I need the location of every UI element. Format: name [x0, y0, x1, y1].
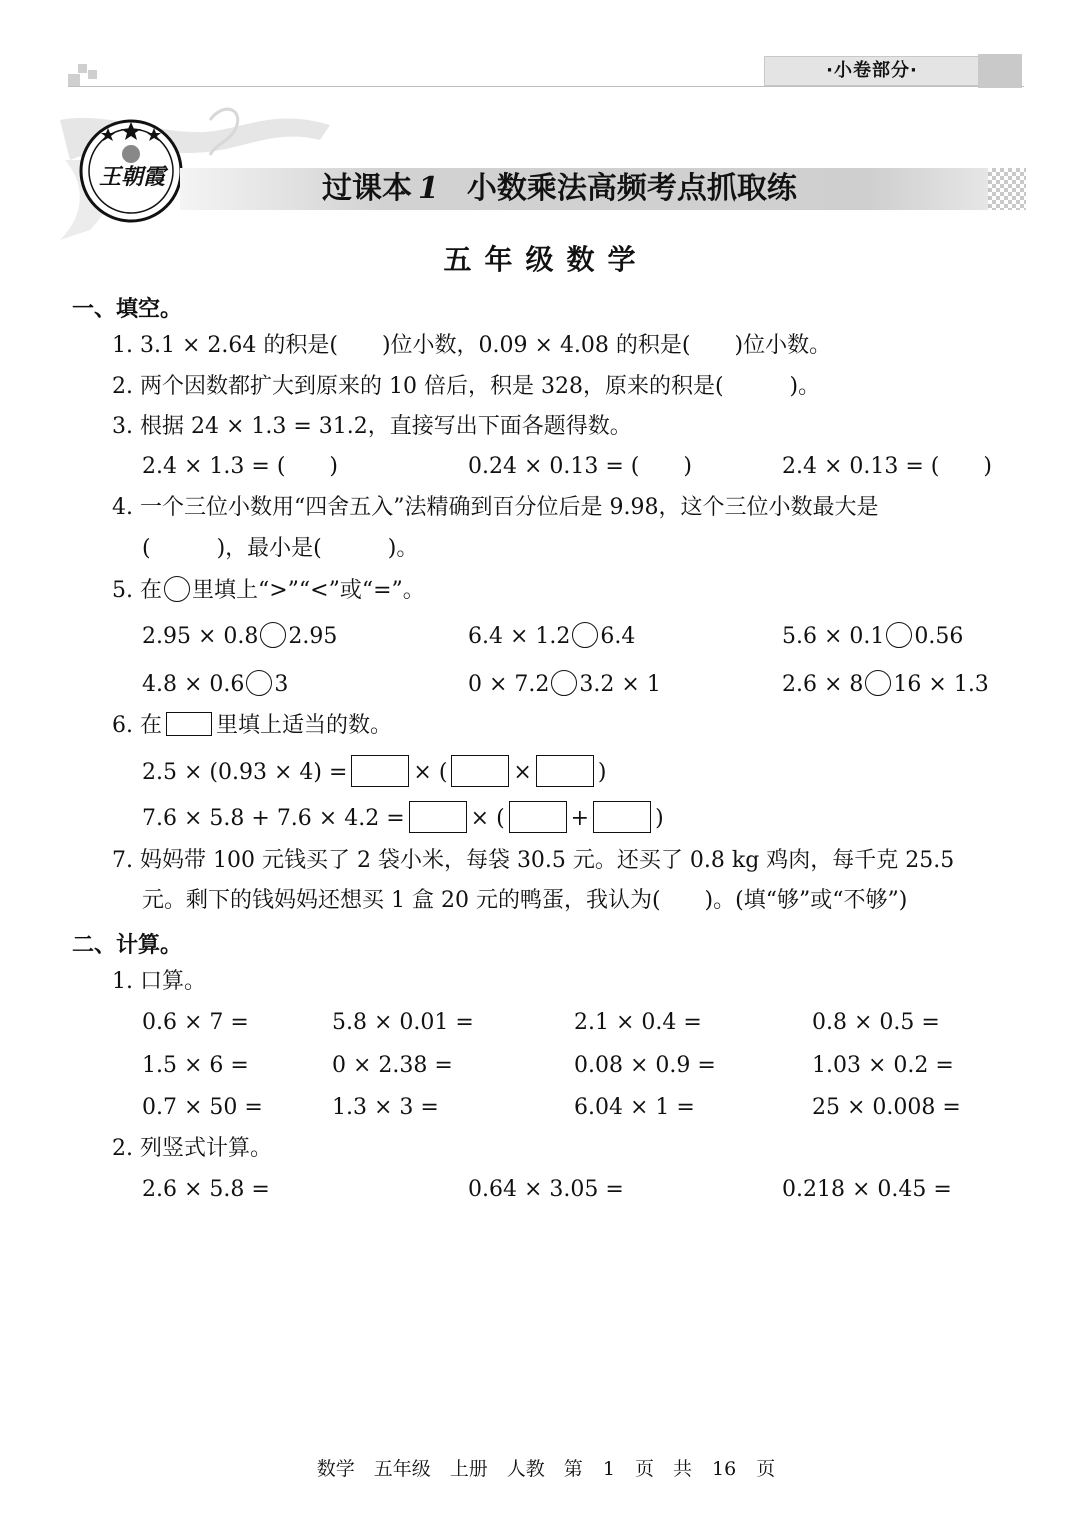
oral-item: 0 × 2.38 =	[332, 1053, 453, 1078]
corner-decoration	[88, 70, 97, 79]
vertical-item: 0.218 × 0.45 =	[782, 1177, 952, 1202]
q5-post: 里填上“>”“<”或“=”。	[191, 578, 425, 603]
q6-equation-1	[142, 755, 606, 788]
logo-text: 王朝霞	[98, 164, 165, 190]
oral-item: 1.3 × 3 =	[332, 1095, 439, 1120]
q3-item: 0.24 × 0.13 = ( )	[468, 454, 692, 479]
compare-circle[interactable]	[572, 622, 598, 648]
compare-item	[468, 622, 635, 652]
oral-item: 1.03 × 0.2 =	[812, 1053, 954, 1078]
compare-item	[782, 622, 963, 652]
compare-item	[468, 670, 661, 700]
compare-left: 0 × 7.2	[468, 672, 550, 697]
title-prefix: 过课本	[322, 171, 412, 206]
question-1: 1. 3.1 × 2.64 的积是( )位小数，0.09 × 4.08 的积是( )位小数。	[112, 333, 832, 358]
q6-equation-2	[142, 801, 664, 834]
compare-circle[interactable]	[886, 622, 912, 648]
part-heading: 1. 口算。	[112, 969, 206, 994]
oral-item: 1.5 × 6 =	[142, 1053, 249, 1078]
vertical-item: 0.64 × 3.05 =	[468, 1177, 624, 1202]
compare-right: 3.2 × 1	[579, 672, 661, 697]
answer-box[interactable]	[509, 801, 567, 833]
q3-item: 2.4 × 0.13 = ( )	[782, 454, 992, 479]
compare-circle[interactable]	[246, 670, 272, 696]
header-rule	[68, 86, 1024, 87]
compare-circle-icon	[164, 576, 190, 602]
vertical-item: 2.6 × 5.8 =	[142, 1177, 270, 1202]
oral-item: 0.7 × 50 =	[142, 1095, 263, 1120]
oral-item: 5.8 × 0.01 =	[332, 1010, 474, 1035]
title-main: 小数乘法高频考点抓取练	[466, 171, 797, 206]
compare-item	[142, 622, 337, 652]
question-5	[112, 576, 425, 606]
title-number: 1	[418, 171, 439, 206]
oral-item: 6.04 × 1 =	[574, 1095, 695, 1120]
compare-left: 5.6 × 0.1	[782, 624, 885, 649]
compare-circle[interactable]	[865, 670, 891, 696]
compare-right: 16 × 1.3	[893, 672, 989, 697]
answer-box[interactable]	[409, 801, 467, 833]
equation-op: +	[570, 806, 590, 831]
compare-item	[782, 670, 989, 700]
corner-decoration	[78, 64, 87, 73]
compare-left: 6.4 × 1.2	[468, 624, 571, 649]
compare-circle[interactable]	[260, 622, 286, 648]
answer-box[interactable]	[351, 755, 409, 787]
question-7: 7. 妈妈带 100 元钱买了 2 袋小米，每袋 30.5 元。还买了 0.8 kg 鸡肉，每千克 25.5	[112, 848, 955, 873]
checker-decoration	[988, 168, 1026, 210]
q6-post: 里填上适当的数。	[215, 713, 392, 738]
part-heading: 2. 列竖式计算。	[112, 1136, 272, 1161]
section-heading: 一、填空。	[72, 297, 183, 322]
compare-item	[142, 670, 288, 700]
oral-item: 0.08 × 0.9 =	[574, 1053, 716, 1078]
compare-left: 4.8 × 0.6	[142, 672, 245, 697]
answer-box[interactable]	[593, 801, 651, 833]
equation-op: × (	[470, 806, 505, 831]
compare-right: 3	[274, 672, 289, 697]
question-7-cont: 元。剩下的钱妈妈还想买 1 盒 20 元的鸭蛋，我认为( )。(填“够”或“不够”)	[142, 888, 908, 913]
oral-item: 25 × 0.008 =	[812, 1095, 961, 1120]
compare-circle[interactable]	[551, 670, 577, 696]
q3-item: 2.4 × 1.3 = ( )	[142, 454, 338, 479]
question-3: 3. 根据 24 × 1.3 = 31.2，直接写出下面各题得数。	[112, 414, 632, 439]
equation-op: ×	[513, 760, 532, 785]
question-2: 2. 两个因数都扩大到原来的 10 倍后，积是 328，原来的积是( )。	[112, 374, 821, 399]
answer-box-icon	[166, 712, 212, 736]
section-tab-block	[978, 54, 1022, 88]
equation-lhs: 2.5 × (0.93 × 4) =	[142, 760, 348, 785]
answer-box[interactable]	[451, 755, 509, 787]
equation-close: )	[597, 760, 607, 785]
answer-box[interactable]	[536, 755, 594, 787]
q6-pre: 6. 在	[112, 713, 162, 738]
q5-pre: 5. 在	[112, 578, 162, 603]
corner-decoration	[68, 74, 80, 86]
oral-item: 2.1 × 0.4 =	[574, 1010, 702, 1035]
section-tab: ·小卷部分·	[764, 56, 980, 86]
compare-right: 2.95	[288, 624, 338, 649]
page-footer: 数学 五年级 上册 人教 第 1 页 共 16 页	[316, 1458, 776, 1480]
question-4-cont: ( )，最小是( )。	[142, 536, 419, 561]
page-subtitle: 五年级数学	[443, 243, 649, 276]
oral-item: 0.8 × 0.5 =	[812, 1010, 940, 1035]
page-title	[322, 168, 797, 210]
question-4: 4. 一个三位小数用“四舍五入”法精确到百分位后是 9.98，这个三位小数最大是	[112, 495, 879, 520]
equation-op: × (	[413, 760, 448, 785]
compare-right: 0.56	[914, 624, 964, 649]
compare-right: 6.4	[600, 624, 636, 649]
compare-left: 2.95 × 0.8	[142, 624, 259, 649]
section-heading: 二、计算。	[72, 933, 183, 958]
question-6	[112, 711, 392, 741]
compare-left: 2.6 × 8	[782, 672, 864, 697]
equation-close: )	[655, 806, 664, 831]
equation-lhs: 7.6 × 5.8 + 7.6 × 4.2 =	[142, 806, 405, 831]
oral-item: 0.6 × 7 =	[142, 1010, 249, 1035]
